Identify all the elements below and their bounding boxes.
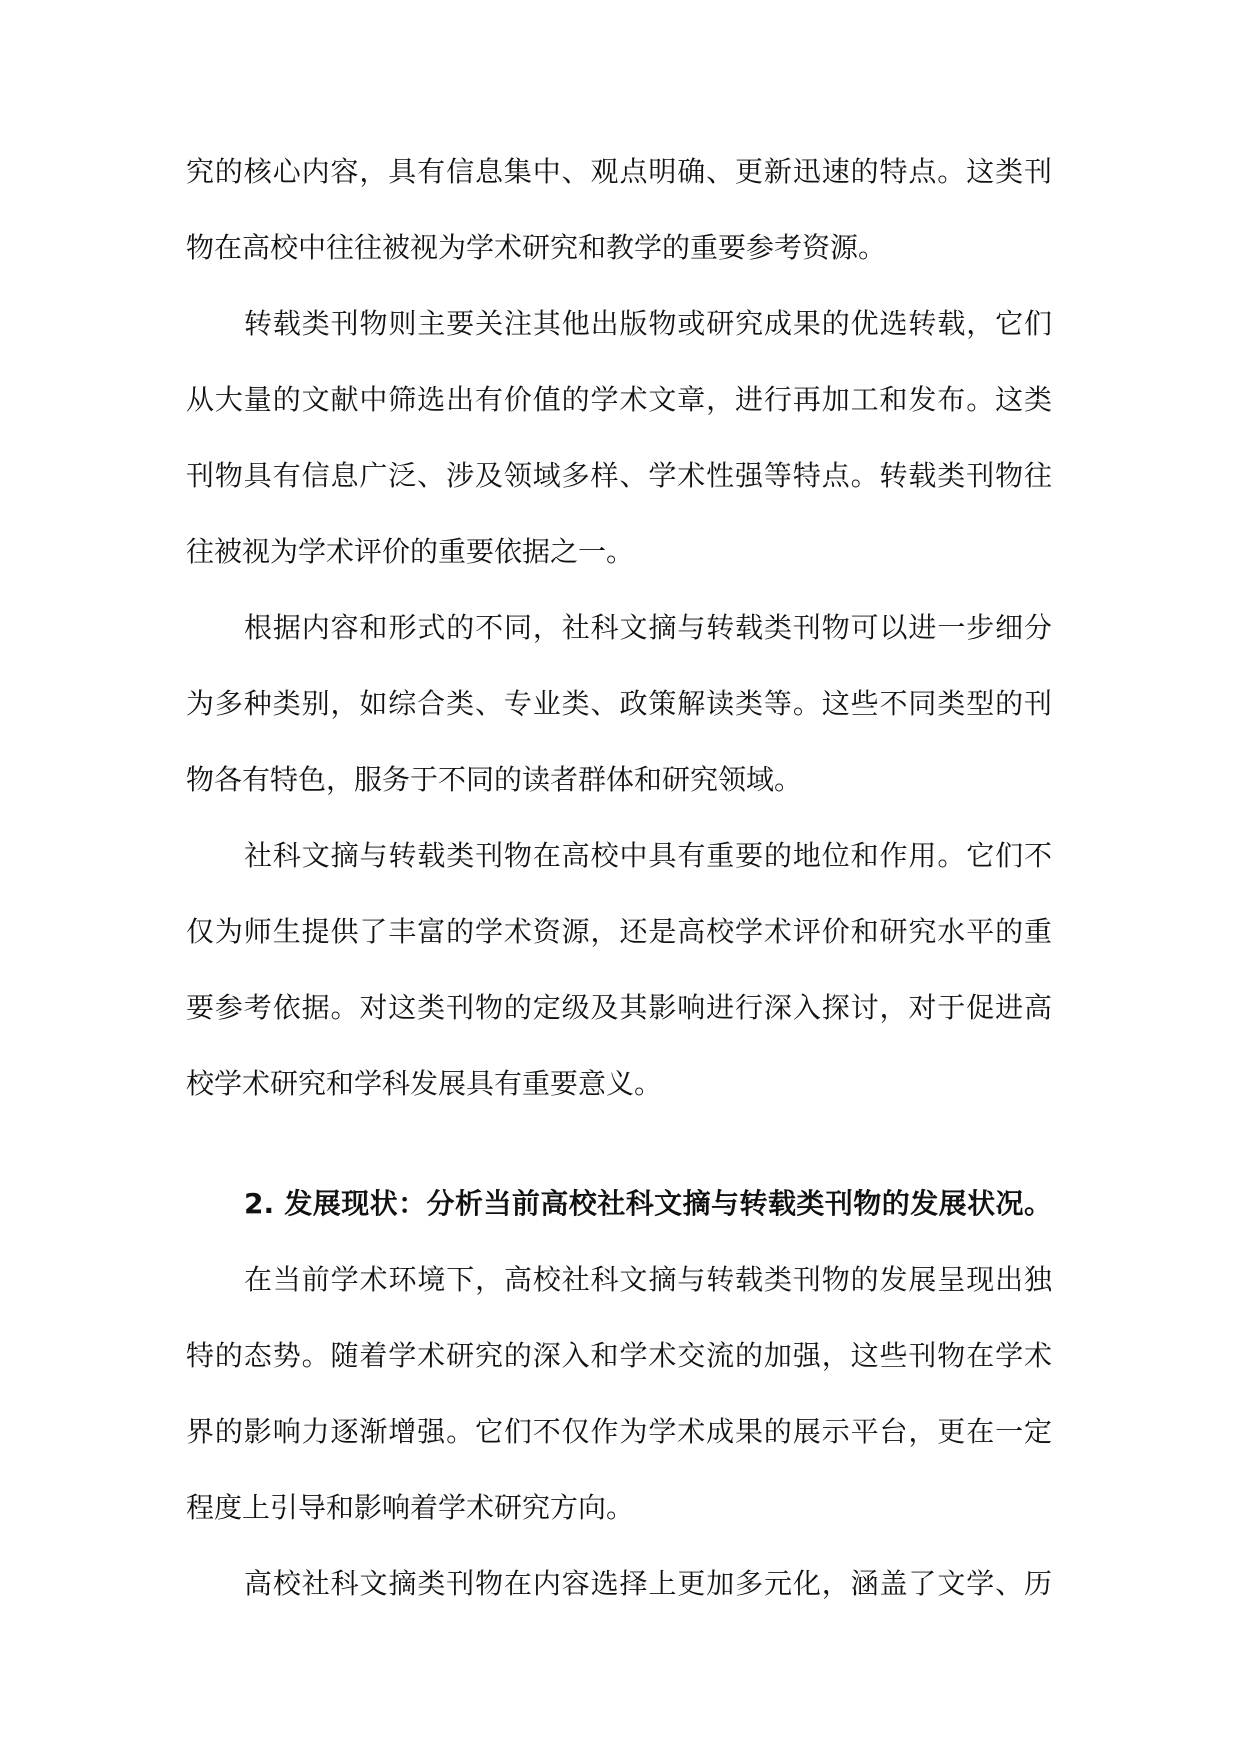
- text-line: 根据内容和形式的不同，社科文摘与转载类刊物可以进一步细分: [244, 611, 1052, 644]
- paragraph: [186, 1250, 1052, 1554]
- text-line: 校学术研究和学科发展具有重要意义。: [186, 1067, 663, 1100]
- section-heading: 2. 发展现状：分析当前高校社科文摘与转载类刊物的发展状况。: [244, 1187, 1052, 1220]
- text-line: 在当前学术环境下，高校社科文摘与转载类刊物的发展呈现出独: [244, 1263, 1052, 1296]
- paragraph: [186, 1554, 1052, 1630]
- paragraph: [186, 142, 1052, 294]
- text-line: 特的态势。随着学术研究的深入和学术交流的加强，这些刊物在学术: [186, 1339, 1052, 1372]
- text-line: 要参考依据。对这类刊物的定级及其影响进行深入探讨，对于促进高: [186, 991, 1052, 1024]
- text-line: 程度上引导和影响着学术研究方向。: [186, 1491, 635, 1524]
- text-line: 物在高校中往往被视为学术研究和教学的重要参考资源。: [186, 231, 887, 264]
- text-line: 仅为师生提供了丰富的学术资源，还是高校学术评价和研究水平的重: [186, 915, 1052, 948]
- text-line: 高校社科文摘类刊物在内容选择上更加多元化，涵盖了文学、历: [244, 1567, 1052, 1600]
- paragraph: [186, 598, 1052, 826]
- text-line: 物各有特色，服务于不同的读者群体和研究领域。: [186, 763, 803, 796]
- text-line: 为多种类别，如综合类、专业类、政策解读类等。这些不同类型的刊: [186, 687, 1052, 720]
- text-line: 往被视为学术评价的重要依据之一。: [186, 535, 635, 568]
- text-line: 转载类刊物则主要关注其他出版物或研究成果的优选转载，它们: [244, 307, 1052, 340]
- text-line: 界的影响力逐渐增强。它们不仅作为学术成果的展示平台，更在一定: [186, 1415, 1052, 1448]
- paragraph: [186, 294, 1052, 598]
- section-spacer: [186, 1130, 1052, 1174]
- text-line: 究的核心内容，具有信息集中、观点明确、更新迅速的特点。这类刊: [186, 155, 1052, 188]
- paragraph: [186, 826, 1052, 1130]
- text-line: 刊物具有信息广泛、涉及领域多样、学术性强等特点。转载类刊物往: [186, 459, 1052, 492]
- text-line: 从大量的文献中筛选出有价值的学术文章，进行再加工和发布。这类: [186, 383, 1052, 416]
- text-line: 社科文摘与转载类刊物在高校中具有重要的地位和作用。它们不: [244, 839, 1052, 872]
- document-body: [186, 142, 1052, 1630]
